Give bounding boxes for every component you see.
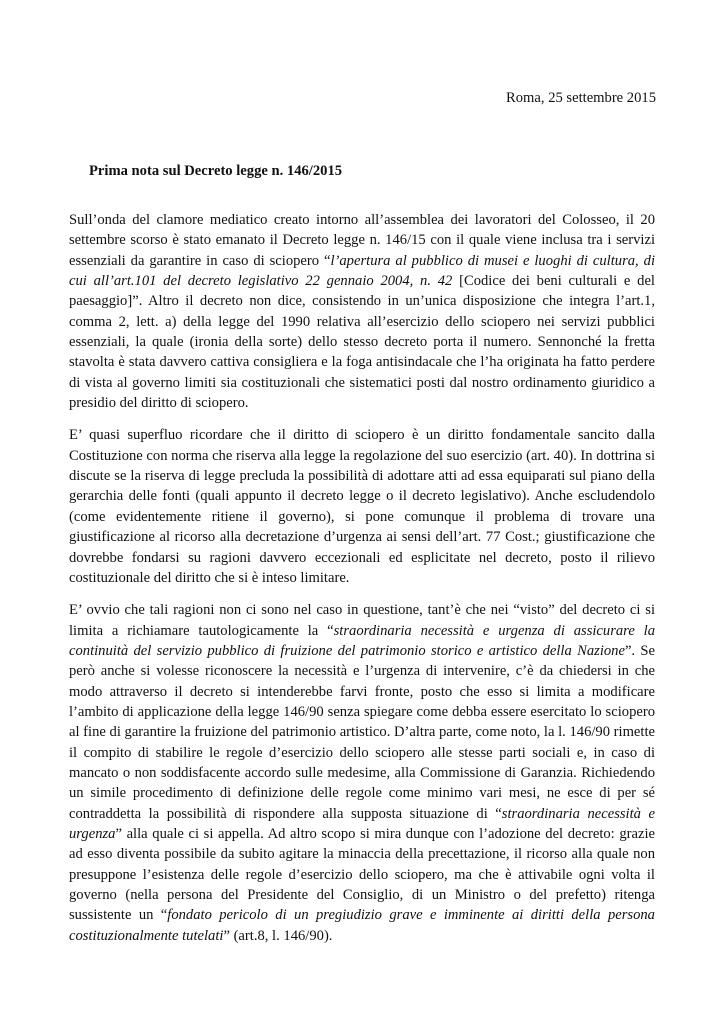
document-title: Prima nota sul Decreto legge n. 146/2015 bbox=[89, 163, 343, 179]
body-paragraph bbox=[69, 600, 655, 946]
italic-text-run: straordinaria necessità e urgenza di assicurare la continuità del servizio pubblico di fruizione del patrimonio storico e artistico della Nazione bbox=[69, 622, 655, 659]
body-paragraph bbox=[69, 210, 655, 413]
text-run: ” (art.8, l. 146/90). bbox=[223, 927, 333, 944]
text-run: ” alla quale ci si appella. Ad altro scopo si mira dunque con l’adozione del decreto: grazie ad esso diventa possibile da subito agitare la minaccia della precettazione, il ricorso alla quale non presuppone l’esistenza delle regole d’esercizio dello sciopero, ma che è attivabile ogni volta il governo (nella persona del Presidente del Consiglio, di un Ministro o del prefetto) ritenga sussistente un “ bbox=[69, 825, 655, 924]
italic-text-run: fondato pericolo di un pregiudizio grave e imminente ai diritti della persona costituzionalmente tutelati bbox=[69, 907, 655, 944]
text-run: Sull’onda del clamore mediatico creato intorno all’assemblea dei lavoratori del Colosseo, il 20 settembre scorso è stato emanato il Decreto legge n. 146/15 con il quale viene inclusa tra i servizi essenziali da garantire in caso di sciopero “ bbox=[69, 212, 655, 269]
body-paragraph bbox=[69, 425, 655, 588]
text-run: E’ quasi superfluo ricordare che il diritto di sciopero è un diritto fondamentale sancito dalla Costituzione con norma che riserva alla legge la regolazione del suo esercizio (art. 40). In dottrina si discute se la riserva di legge precluda la possibilità di adottare atti ad essa equiparati sul piano della gerarchia delle fonti (quali appunto il decreto legge o il decreto legislativo). Anche escludendolo (come evidentemente ritiene il governo), si pone comunque il problema di trovare una giustificazione al ricorso alla decretazione d’urgenza ai sensi dell’art. 77 Cost.; giustificazione che dovrebbe fondarsi su ragioni davvero eccezionali ed esplicitate nel decreto, posto il rilievo costituzionale del diritto che si è inteso limitare. bbox=[69, 427, 655, 586]
document-body bbox=[69, 210, 655, 946]
text-run: ”. Se però anche si volesse riconoscere la necessità e l’urgenza di intervenire, c’è da chiedersi in che modo attraverso il decreto si intenderebbe farvi fronte, posto che esso si limita a modificare l’ambito di applicazione della legge 146/90 senza spiegare come debba essere esercitato lo sciopero al fine di garantire la fruizione del patrimonio artistico. D’altra parte, come noto, la l. 146/90 rimette il compito di stabilire le regole d’esercizio dello sciopero alle stesse parti sociali e, in caso di mancato o non soddisfacente accordo sulle medesime, alla Commissione di Garanzia. Richiedendo un simile procedimento di definizione delle regole come minimo vari mesi, ne esce di per sé contraddetta la possibilità di rispondere alla supposta situazione di “ bbox=[69, 642, 655, 822]
text-run: [Codice dei beni culturali e del paesaggio]”. Altro il decreto non dice, consistendo in un’unica disposizione che integra l’art.1, comma 2, lett. a) della legge del 1990 relativa all’esercizio dello sciopero nei servizi pubblici essenziali, la quale (ironia della sorte) dello stesso decreto porta il numero. Sennonché la fretta stavolta è stata davvero cattiva consigliera e la foga antisindacale che l’ha originata ha fatto perdere di vista al governo limiti sia costituzionali che sistematici posti dal nostro ordinamento giuridico a presidio del diritto di sciopero. bbox=[69, 273, 655, 412]
document-date: Roma, 25 settembre 2015 bbox=[506, 90, 656, 106]
italic-text-run: straordinaria necessità e urgenza bbox=[69, 805, 655, 842]
text-run: E’ ovvio che tali ragioni non ci sono nel caso in questione, tant’è che nei “visto” del decreto ci si limita a richiamare tautologicamente la “ bbox=[69, 602, 655, 639]
italic-text-run: l’apertura al pubblico di musei e luoghi di cultura, di cui all’art.101 del decreto legislativo 22 gennaio 2004, n. 42 bbox=[69, 252, 655, 290]
